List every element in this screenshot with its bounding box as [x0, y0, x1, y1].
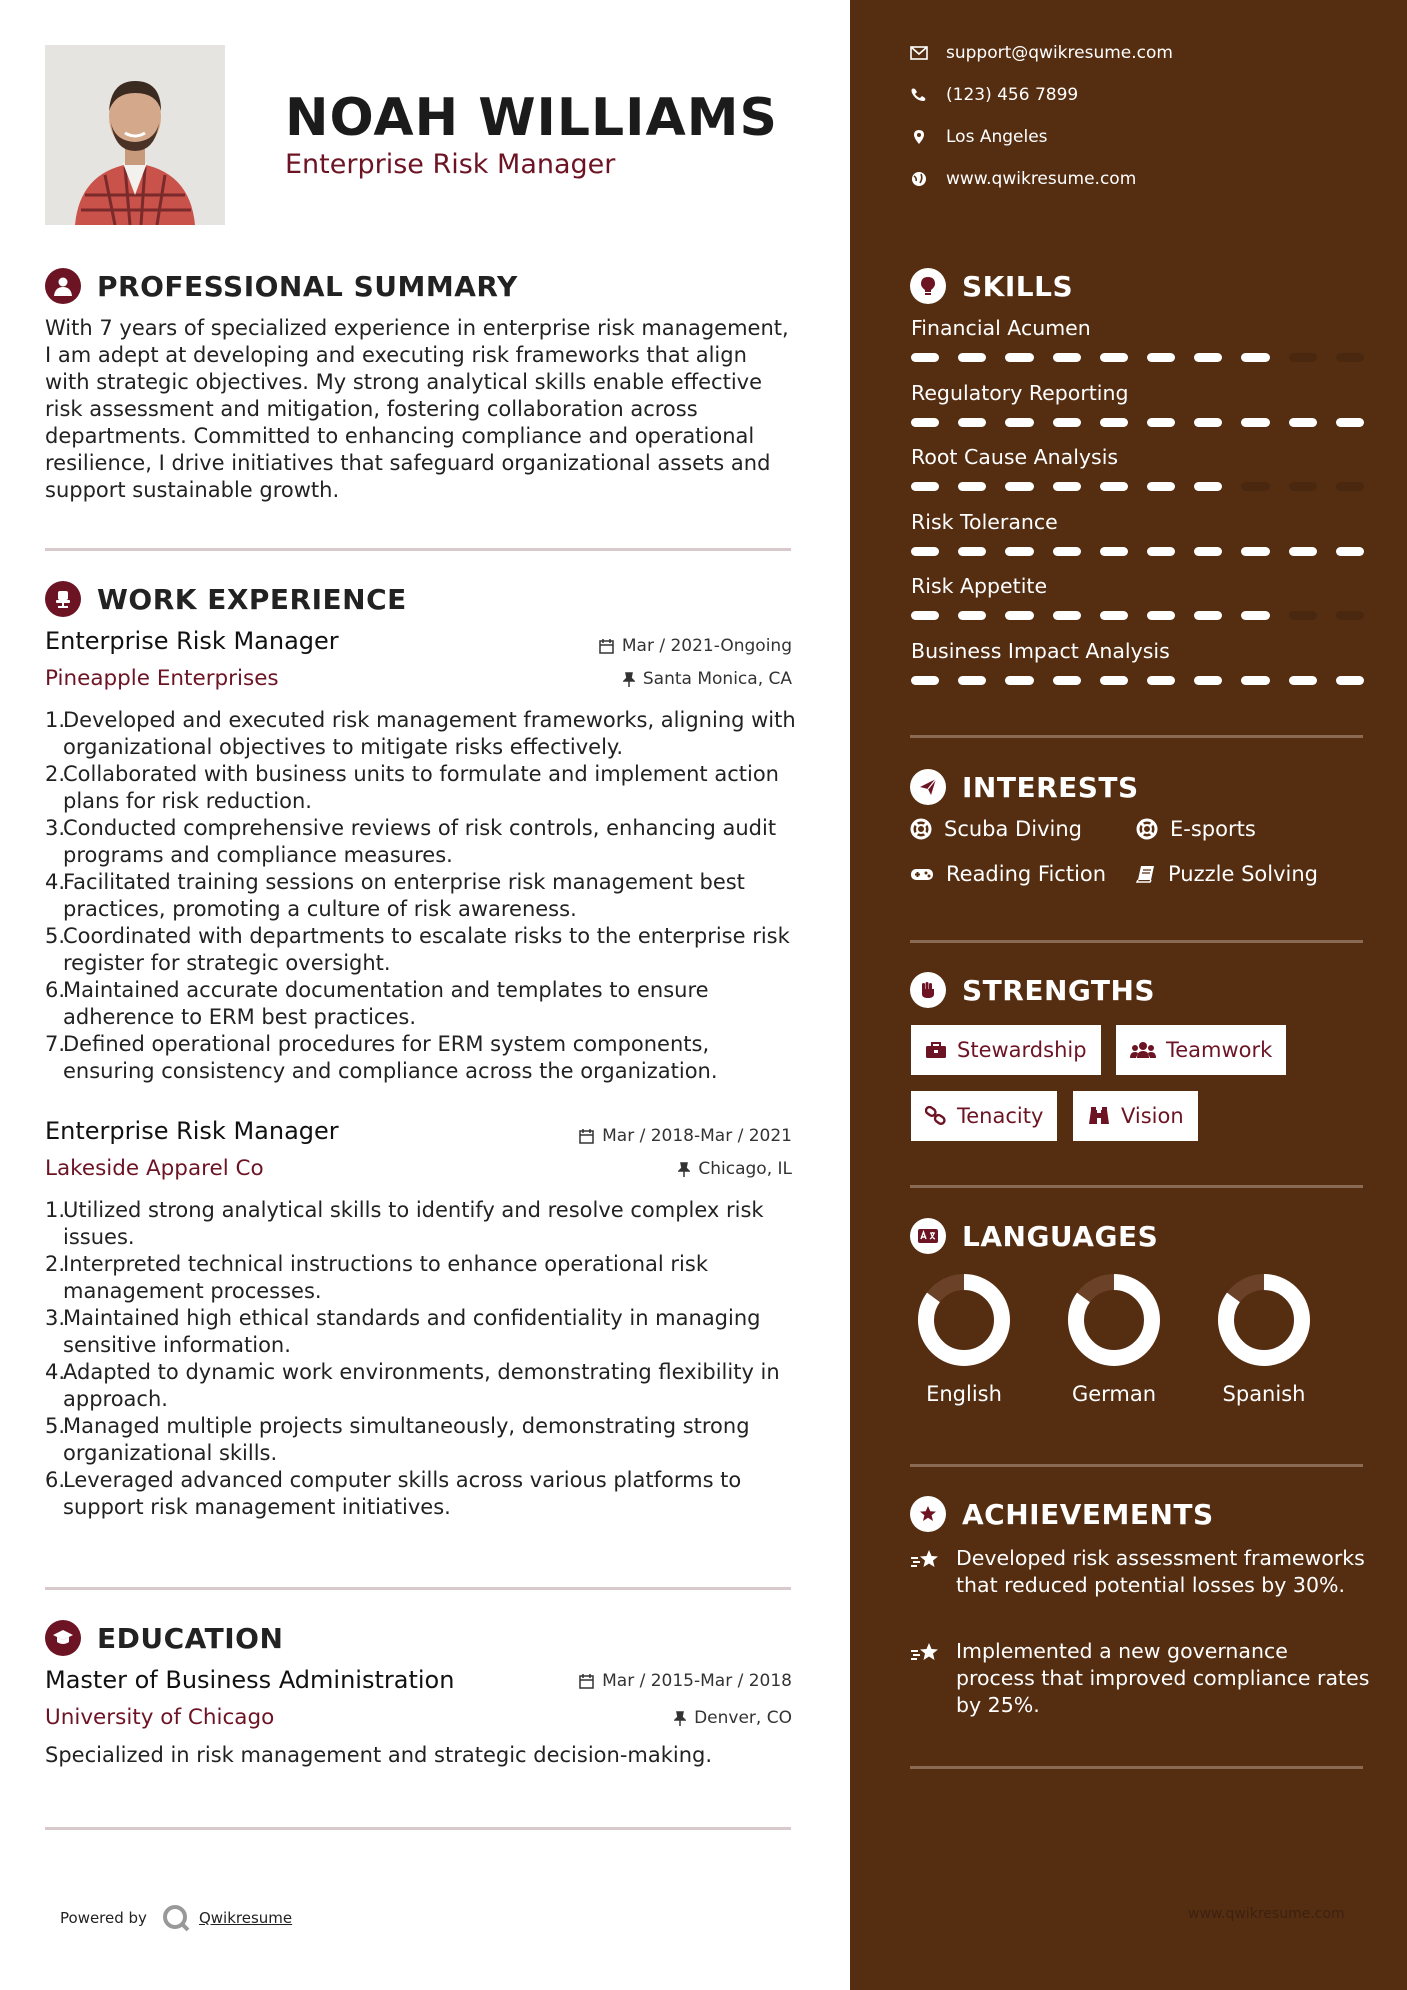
summary-heading-row	[45, 268, 518, 304]
skill-segment	[1336, 353, 1364, 362]
skill-segment	[1194, 353, 1222, 362]
watermark: www.qwikresume.com	[1188, 1906, 1345, 1922]
skill-segment	[1100, 547, 1128, 556]
envelope-icon	[910, 46, 928, 60]
map-marker-icon	[910, 129, 928, 145]
skill-segment	[1147, 353, 1175, 362]
divider	[45, 1587, 791, 1590]
skill-segment	[1194, 611, 1222, 620]
skill-segment	[958, 611, 986, 620]
job-location-text: Santa Monica, CA	[642, 669, 792, 689]
skill-segment	[1100, 418, 1128, 427]
experience-heading-row	[45, 581, 407, 617]
skill-segment	[1194, 418, 1222, 427]
education-location	[674, 1708, 792, 1728]
interests-heading-row	[910, 769, 1139, 805]
shooting-star-icon	[910, 1641, 942, 1665]
strength-label: Teamwork	[1166, 1038, 1273, 1062]
school-name: University of Chicago	[45, 1705, 275, 1730]
skill-segment	[1241, 547, 1269, 556]
list-item: 1. Utilized strong analytical skills to identify and resolve complex risk issues.	[45, 1198, 764, 1249]
job-location	[623, 669, 792, 689]
globe-icon	[910, 171, 928, 187]
achievement-item	[910, 1545, 1370, 1599]
education-heading-row	[45, 1620, 283, 1656]
chair-icon	[45, 581, 81, 617]
pin-icon	[678, 1162, 690, 1177]
skill-segment	[1336, 482, 1364, 491]
strength-chip	[1073, 1091, 1198, 1141]
candidate-title: Enterprise Risk Manager	[285, 149, 616, 180]
skills-heading: SKILLS	[962, 269, 1074, 303]
skill-segment	[1336, 418, 1364, 427]
job-title: Enterprise Risk Manager	[45, 1117, 339, 1145]
skill-segment	[1147, 547, 1175, 556]
skill-segment	[1241, 611, 1269, 620]
calendar-icon	[579, 1129, 594, 1144]
skill-name: Risk Tolerance	[911, 509, 1058, 534]
interest-item	[910, 817, 1082, 841]
skill-segment	[1005, 611, 1033, 620]
divider	[45, 548, 791, 551]
divider	[910, 735, 1363, 738]
powered-by-label: Powered by	[60, 1909, 147, 1927]
strength-label: Tenacity	[957, 1104, 1044, 1128]
pin-icon	[674, 1711, 686, 1726]
skill-segment	[1053, 547, 1081, 556]
skill-segment	[1100, 482, 1128, 491]
skill-segment	[1053, 611, 1081, 620]
list-item: 4. Facilitated training sessions on enterprise risk management best practices, promoting a culture of risk awareness.	[45, 870, 745, 921]
skill-name: Financial Acumen	[911, 316, 1091, 340]
strength-chip	[911, 1025, 1101, 1075]
divider	[910, 1185, 1363, 1188]
qwikresume-logo-icon	[161, 1903, 191, 1933]
interests-heading: INTERESTS	[962, 770, 1139, 804]
interest-label: Puzzle Solving	[1168, 862, 1318, 886]
skill-segment	[1194, 482, 1222, 491]
skill-segment	[1289, 482, 1317, 491]
calendar-icon	[579, 1674, 594, 1689]
job-location	[678, 1159, 792, 1179]
contact-phone[interactable]	[910, 85, 1078, 105]
gamepad-icon	[910, 866, 934, 882]
job-bullets	[45, 707, 805, 1085]
lifebuoy-icon	[1136, 818, 1158, 840]
book-icon	[1136, 864, 1156, 884]
sidebar	[850, 0, 1407, 1990]
shooting-star-icon	[910, 1548, 942, 1572]
skill-segment	[1289, 611, 1317, 620]
contact-website-text: www.qwikresume.com	[946, 169, 1137, 189]
skill-level-bar	[911, 676, 1364, 685]
contact-location-text: Los Angeles	[946, 127, 1048, 147]
interest-item	[1136, 862, 1318, 886]
achievement-text: Implemented a new governance process that improved compliance rates by 25%.	[956, 1639, 1370, 1717]
contact-location	[910, 127, 1048, 147]
strengths-heading: STRENGTHS	[962, 973, 1156, 1007]
lifebuoy-icon	[910, 818, 932, 840]
education-dates	[579, 1671, 792, 1691]
contact-email[interactable]	[910, 43, 1173, 63]
skill-segment	[958, 353, 986, 362]
skill-segment	[911, 353, 939, 362]
skill-segment	[1241, 482, 1269, 491]
list-item: 6. Leveraged advanced computer skills across various platforms to support risk management initiatives.	[45, 1468, 742, 1519]
list-item: 6. Maintained accurate documentation and templates to ensure adherence to ERM best practices.	[45, 978, 709, 1029]
job-dates-text: Mar / 2018-Mar / 2021	[602, 1126, 792, 1146]
language-item	[1204, 1270, 1324, 1406]
skill-segment	[958, 482, 986, 491]
skill-segment	[911, 676, 939, 685]
interest-item	[1136, 817, 1256, 841]
languages-heading-row	[910, 1218, 1158, 1254]
powered-by	[60, 1903, 292, 1933]
skill-segment	[1053, 353, 1081, 362]
languages-heading: LANGUAGES	[962, 1219, 1159, 1253]
skill-name: Risk Appetite	[911, 574, 1048, 598]
job-dates	[599, 636, 792, 656]
skill-segment	[911, 611, 939, 620]
strength-label: Stewardship	[957, 1038, 1087, 1062]
strengths-heading-row	[910, 972, 1155, 1008]
skill-segment	[1241, 353, 1269, 362]
skill-segment	[1241, 418, 1269, 427]
language-ring	[914, 1270, 1014, 1370]
strength-label: Vision	[1121, 1104, 1184, 1128]
calendar-icon	[599, 639, 614, 654]
skill-level-bar	[911, 611, 1364, 620]
divider	[45, 1827, 791, 1830]
users-icon	[1130, 1041, 1156, 1059]
graduation-cap-icon	[45, 1620, 81, 1656]
list-item: 3. Maintained high ethical standards and confidentiality in managing sensitive information.	[45, 1306, 761, 1357]
language-name: English	[926, 1382, 1002, 1406]
language-ring	[1064, 1270, 1164, 1370]
phone-icon	[910, 87, 928, 103]
job-dates	[579, 1126, 792, 1146]
experience-heading: WORK EXPERIENCE	[97, 582, 407, 616]
education-heading: EDUCATION	[97, 1621, 284, 1655]
language-item	[1054, 1270, 1174, 1406]
contact-email-text: support@qwikresume.com	[946, 43, 1173, 63]
star-badge-icon	[910, 1496, 946, 1532]
skill-segment	[1100, 353, 1128, 362]
job-bullets	[45, 1197, 805, 1521]
skill-segment	[1147, 676, 1175, 685]
language-name: Spanish	[1222, 1382, 1306, 1406]
briefcase-icon	[925, 1041, 947, 1059]
education-dates-text: Mar / 2015-Mar / 2018	[602, 1671, 792, 1691]
skill-segment	[1147, 482, 1175, 491]
language-item	[904, 1270, 1024, 1406]
skill-segment	[911, 418, 939, 427]
list-item: 7. Defined operational procedures for ERM system components, ensuring consistency and compliance across the organization.	[45, 1032, 718, 1083]
achievements-heading: ACHIEVEMENTS	[962, 1497, 1214, 1531]
skill-segment	[1053, 418, 1081, 427]
fist-icon	[910, 972, 946, 1008]
skill-segment	[1289, 418, 1317, 427]
education-description: Specialized in risk management and strategic decision-making.	[45, 1743, 713, 1767]
link-icon	[925, 1106, 947, 1126]
skill-segment	[958, 418, 986, 427]
skills-heading-row	[910, 268, 1073, 304]
paper-plane-icon	[910, 769, 946, 805]
list-item: 5. Coordinated with departments to escalate risks to the enterprise risk register for strategic oversight.	[45, 924, 790, 975]
skill-segment	[911, 482, 939, 491]
contact-website[interactable]	[910, 169, 1136, 189]
skill-segment	[958, 676, 986, 685]
job-title: Enterprise Risk Manager	[45, 627, 339, 655]
skill-segment	[1005, 418, 1033, 427]
divider	[910, 1766, 1363, 1769]
summary-heading: PROFESSIONAL SUMMARY	[97, 269, 518, 303]
candidate-name: NOAH WILLIAMS	[285, 88, 778, 148]
list-item: 2. Collaborated with business units to formulate and implement action plans for risk reduction.	[45, 762, 779, 813]
summary-text: With 7 years of specialized experience in enterprise risk management, I am adept at developing and executing risk frameworks that align with strategic objectives. My strong analytical skills enable effective risk assessment and mitigation, fostering collaboration across departments. Committed to enhancing compliance and operational resilience, I drive initiatives that safeguard organizational assets and support sustainable growth.	[45, 316, 789, 502]
skill-segment	[1147, 418, 1175, 427]
job-company: Lakeside Apparel Co	[45, 1156, 264, 1181]
divider	[910, 1464, 1363, 1467]
interest-item	[910, 862, 1106, 886]
skill-name: Root Cause Analysis	[911, 445, 1119, 469]
skill-segment	[1241, 676, 1269, 685]
skill-segment	[1336, 676, 1364, 685]
binoculars-icon	[1087, 1106, 1111, 1126]
skill-segment	[1289, 676, 1317, 685]
qwikresume-link[interactable]: Qwikresume	[198, 1909, 293, 1927]
job-dates-text: Mar / 2021-Ongoing	[621, 636, 792, 656]
skill-segment	[1005, 482, 1033, 491]
contact-phone-text: (123) 456 7899	[946, 85, 1079, 105]
skill-segment	[1194, 676, 1222, 685]
skill-level-bar	[911, 547, 1364, 556]
skill-segment	[1336, 547, 1364, 556]
skill-segment	[1147, 611, 1175, 620]
degree-title: Master of Business Administration	[45, 1666, 455, 1694]
interest-label: Scuba Diving	[944, 817, 1082, 841]
profile-photo	[45, 45, 225, 225]
skill-segment	[911, 547, 939, 556]
skill-level-bar	[911, 353, 1364, 362]
job-company: Pineapple Enterprises	[45, 666, 279, 691]
lightbulb-icon	[910, 268, 946, 304]
strength-chip	[1116, 1025, 1286, 1075]
skill-name: Regulatory Reporting	[911, 380, 1129, 405]
skill-level-bar	[911, 418, 1364, 427]
skill-segment	[1005, 547, 1033, 556]
list-item: 2. Interpreted technical instructions to enhance operational risk management processes.	[45, 1252, 708, 1303]
skill-segment	[1053, 676, 1081, 685]
pin-icon	[623, 672, 635, 687]
skill-segment	[1289, 547, 1317, 556]
achievement-text: Developed risk assessment frameworks that reduced potential losses by 30%.	[956, 1546, 1365, 1597]
list-item: 4. Adapted to dynamic work environments, demonstrating flexibility in approach.	[45, 1360, 780, 1411]
skill-segment	[1005, 353, 1033, 362]
education-location-text: Denver, CO	[694, 1708, 792, 1728]
list-item: 1. Developed and executed risk management frameworks, aligning with organizational objectives to mitigate risks effectively.	[45, 708, 796, 759]
skill-segment	[1053, 482, 1081, 491]
interest-label: E-sports	[1170, 817, 1256, 841]
user-icon	[45, 268, 81, 304]
skill-segment	[958, 547, 986, 556]
skill-segment	[1100, 611, 1128, 620]
job-location-text: Chicago, IL	[698, 1159, 792, 1179]
skill-name: Business Impact Analysis	[911, 638, 1170, 663]
skill-level-bar	[911, 482, 1364, 491]
strength-chip	[911, 1091, 1057, 1141]
language-name: German	[1071, 1382, 1157, 1406]
language-icon	[910, 1218, 946, 1254]
skill-segment	[1100, 676, 1128, 685]
language-ring	[1214, 1270, 1314, 1370]
list-item: 3. Conducted comprehensive reviews of risk controls, enhancing audit programs and compliance measures.	[45, 816, 777, 867]
achievement-item	[910, 1638, 1370, 1719]
list-item: 5. Managed multiple projects simultaneously, demonstrating strong organizational skills.	[45, 1414, 750, 1465]
skill-segment	[1194, 547, 1222, 556]
interest-label: Reading Fiction	[946, 862, 1107, 886]
skill-segment	[1005, 676, 1033, 685]
achievements-heading-row	[910, 1496, 1214, 1532]
skill-segment	[1336, 611, 1364, 620]
skill-segment	[1289, 353, 1317, 362]
divider	[910, 940, 1363, 943]
